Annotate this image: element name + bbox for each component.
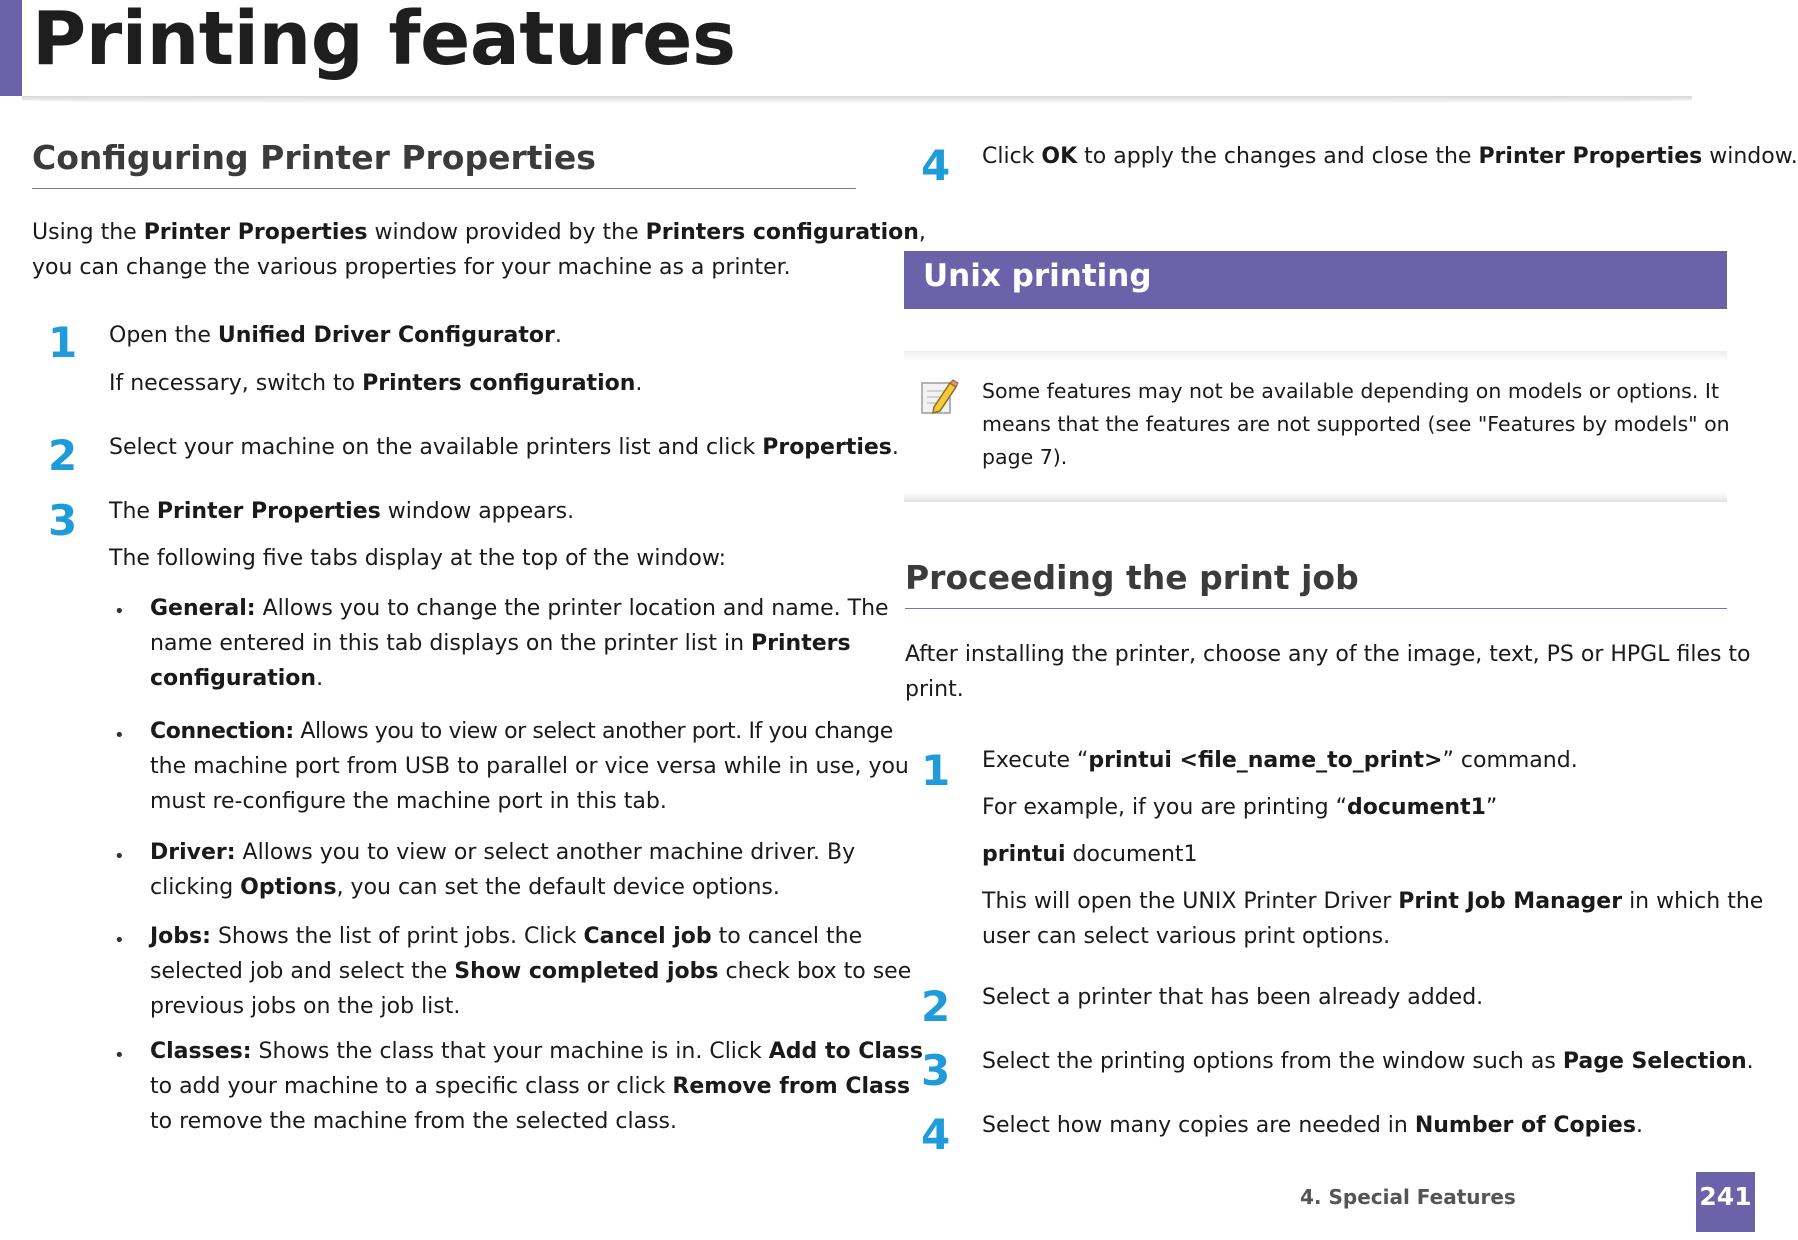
bullet-driver: Driver: Allows you to view or select another machine driver. By clicking Options, you can set the default device options. bbox=[150, 840, 856, 900]
section-title-proceeding: Proceeding the print job bbox=[905, 558, 1359, 597]
step-1-text: Open the Unified Driver Configurator. bbox=[109, 323, 562, 348]
footer-section-label: 4. Special Features bbox=[1300, 1185, 1516, 1209]
step-3-text: The Printer Properties window appears. bbox=[109, 499, 575, 524]
bullet-classes: Classes: Shows the class that your machine is in. Click Add to Class to add your machine to a specific class or click Remove from Class to remove the machine from the selected class. bbox=[150, 1039, 923, 1134]
header-accent-bar bbox=[0, 0, 22, 96]
step-3-subtext: The following five tabs display at the top of the window: bbox=[109, 546, 727, 571]
step-number-1: 1 bbox=[921, 746, 951, 795]
step-3-text: Select the printing options from the window such as Page Selection. bbox=[982, 1049, 1754, 1074]
step-1-text: Execute “printui <file_name_to_print>” command. bbox=[982, 748, 1578, 773]
bullet-connection: Connection: Allows you to view or select another port. If you change the machine port from USB to parallel or vice versa while in use, you must re-configure the machine port in this tab. bbox=[150, 719, 909, 814]
step-number-2: 2 bbox=[48, 431, 78, 480]
step-number-3: 3 bbox=[921, 1046, 951, 1095]
bullet-marker: • bbox=[114, 846, 125, 867]
bullet-marker: • bbox=[114, 601, 125, 622]
note-bottom-edge bbox=[904, 492, 1727, 502]
bullet-marker: • bbox=[114, 930, 125, 951]
note-top-edge bbox=[904, 351, 1727, 361]
bullet-marker: • bbox=[114, 725, 125, 746]
step-4-text: Click OK to apply the changes and close the Printer Properties window. bbox=[982, 144, 1798, 169]
step-4-copies-text: Select how many copies are needed in Number of Copies. bbox=[982, 1113, 1643, 1138]
step-2-text: Select your machine on the available printers list and click Properties. bbox=[109, 435, 899, 460]
section-title-configuring: Configuring Printer Properties bbox=[32, 138, 596, 177]
command-example: printui document1 bbox=[982, 842, 1198, 867]
step-number-4: 4 bbox=[921, 1110, 951, 1159]
bullet-marker: • bbox=[114, 1045, 125, 1066]
bullet-general: General: Allows you to change the printer location and name. The name entered in this tab displays on the printer list in Printers configuration. bbox=[150, 596, 889, 691]
page-title: Printing features bbox=[32, 0, 736, 82]
section-rule bbox=[905, 608, 1727, 609]
unix-printing-title: Unix printing bbox=[923, 258, 1152, 294]
step-number-1: 1 bbox=[48, 318, 78, 367]
step-number-2: 2 bbox=[921, 982, 951, 1031]
bullet-jobs: Jobs: Shows the list of print jobs. Click Cancel job to cancel the selected job and select the Show completed jobs check box to see previous jobs on the job list. bbox=[150, 924, 912, 1019]
step-number-4: 4 bbox=[921, 141, 951, 190]
proceeding-intro: After installing the printer, choose any of the image, text, PS or HPGL files to print. bbox=[905, 642, 1751, 702]
step-1-subtext: If necessary, switch to Printers configuration. bbox=[109, 371, 643, 396]
section-rule bbox=[32, 188, 856, 189]
note-pencil-icon bbox=[920, 377, 960, 417]
page-number: 241 bbox=[1699, 1182, 1752, 1211]
info-text: This will open the UNIX Printer Driver Print Job Manager in which the user can select various print options. bbox=[982, 889, 1764, 949]
example-text: For example, if you are printing “document1” bbox=[982, 795, 1498, 820]
step-2-text: Select a printer that has been already added. bbox=[982, 985, 1484, 1010]
intro-paragraph: Using the Printer Properties window provided by the Printers configuration, you can change the various properties for your machine as a printer. bbox=[32, 220, 926, 280]
step-number-3: 3 bbox=[48, 496, 78, 545]
note-text: Some features may not be available depending on models or options. It means that the features are not supported (see "Features by models" on page 7). bbox=[982, 379, 1730, 469]
header-divider bbox=[22, 96, 1692, 104]
